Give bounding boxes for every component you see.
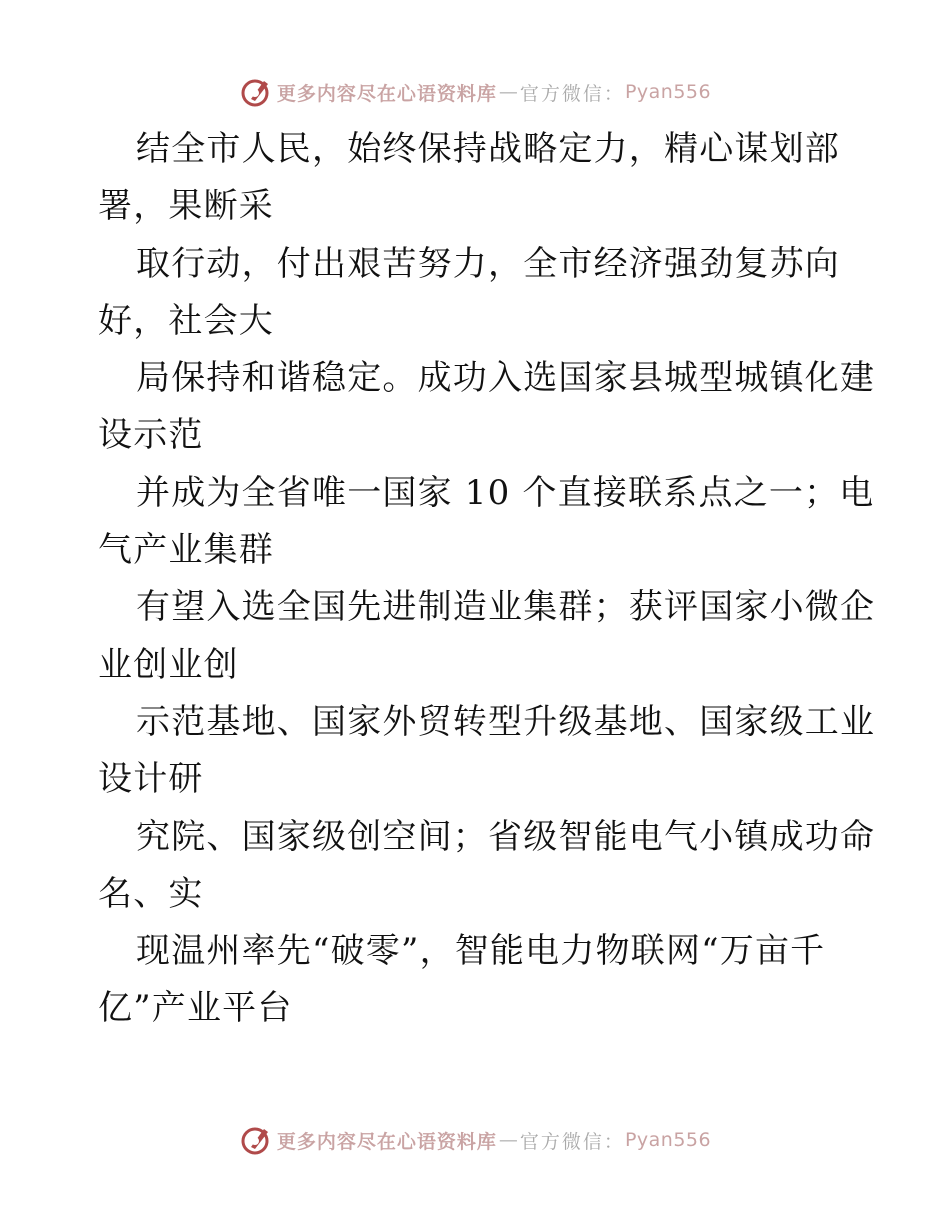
- watermark-wechat-label: 官方微信：: [519, 1130, 625, 1153]
- pen-nib-circle-icon: [239, 75, 273, 109]
- text-line: 亿”产业平台: [98, 988, 293, 1029]
- watermark-wechat-id: Pyan556: [624, 1129, 712, 1151]
- text-line: 取行动，付出艰苦努力，全市经济强劲复苏向: [136, 243, 840, 284]
- pen-nib-circle-icon: [239, 1123, 273, 1157]
- text-line: 现温州率先“破零”，智能电力物联网“万亩千: [136, 931, 826, 972]
- text-line: 业创业创: [98, 644, 239, 685]
- text-line: 究院、国家级创空间；省级智能电气小镇成功命: [136, 816, 876, 857]
- text-line: 名、实: [98, 873, 204, 914]
- text-line: 署，果断采: [98, 186, 274, 227]
- watermark-header: [0, 72, 950, 112]
- text-line: 有望入选全国先进制造业集群；获评国家小微企: [136, 587, 876, 628]
- watermark-separator: —: [498, 81, 518, 103]
- text-line: 局保持和谐稳定。成功入选国家县城型城镇化建: [136, 358, 876, 399]
- watermark-wechat-label: 官方微信：: [519, 82, 625, 105]
- text-line: 好，社会大: [98, 300, 274, 341]
- text-line: 示范基地、国家外贸转型升级基地、国家级工业: [136, 701, 876, 742]
- watermark-separator: —: [498, 1129, 518, 1151]
- document-body: [98, 121, 876, 1038]
- text-line: 结全市人民，始终保持战略定力，精心谋划部: [136, 129, 840, 169]
- watermark-wechat-id: Pyan556: [624, 81, 712, 103]
- watermark-footer: [0, 1120, 950, 1160]
- watermark-main-text: 更多内容尽在心语资料库: [276, 82, 497, 105]
- text-line: 并成为全省唯一国家 10 个直接联系点之一；电: [136, 472, 875, 513]
- watermark-main-text: 更多内容尽在心语资料库: [276, 1130, 497, 1153]
- text-line: 设示范: [98, 415, 204, 456]
- text-line: 设计研: [98, 759, 204, 800]
- text-line: 气产业集群: [98, 530, 274, 571]
